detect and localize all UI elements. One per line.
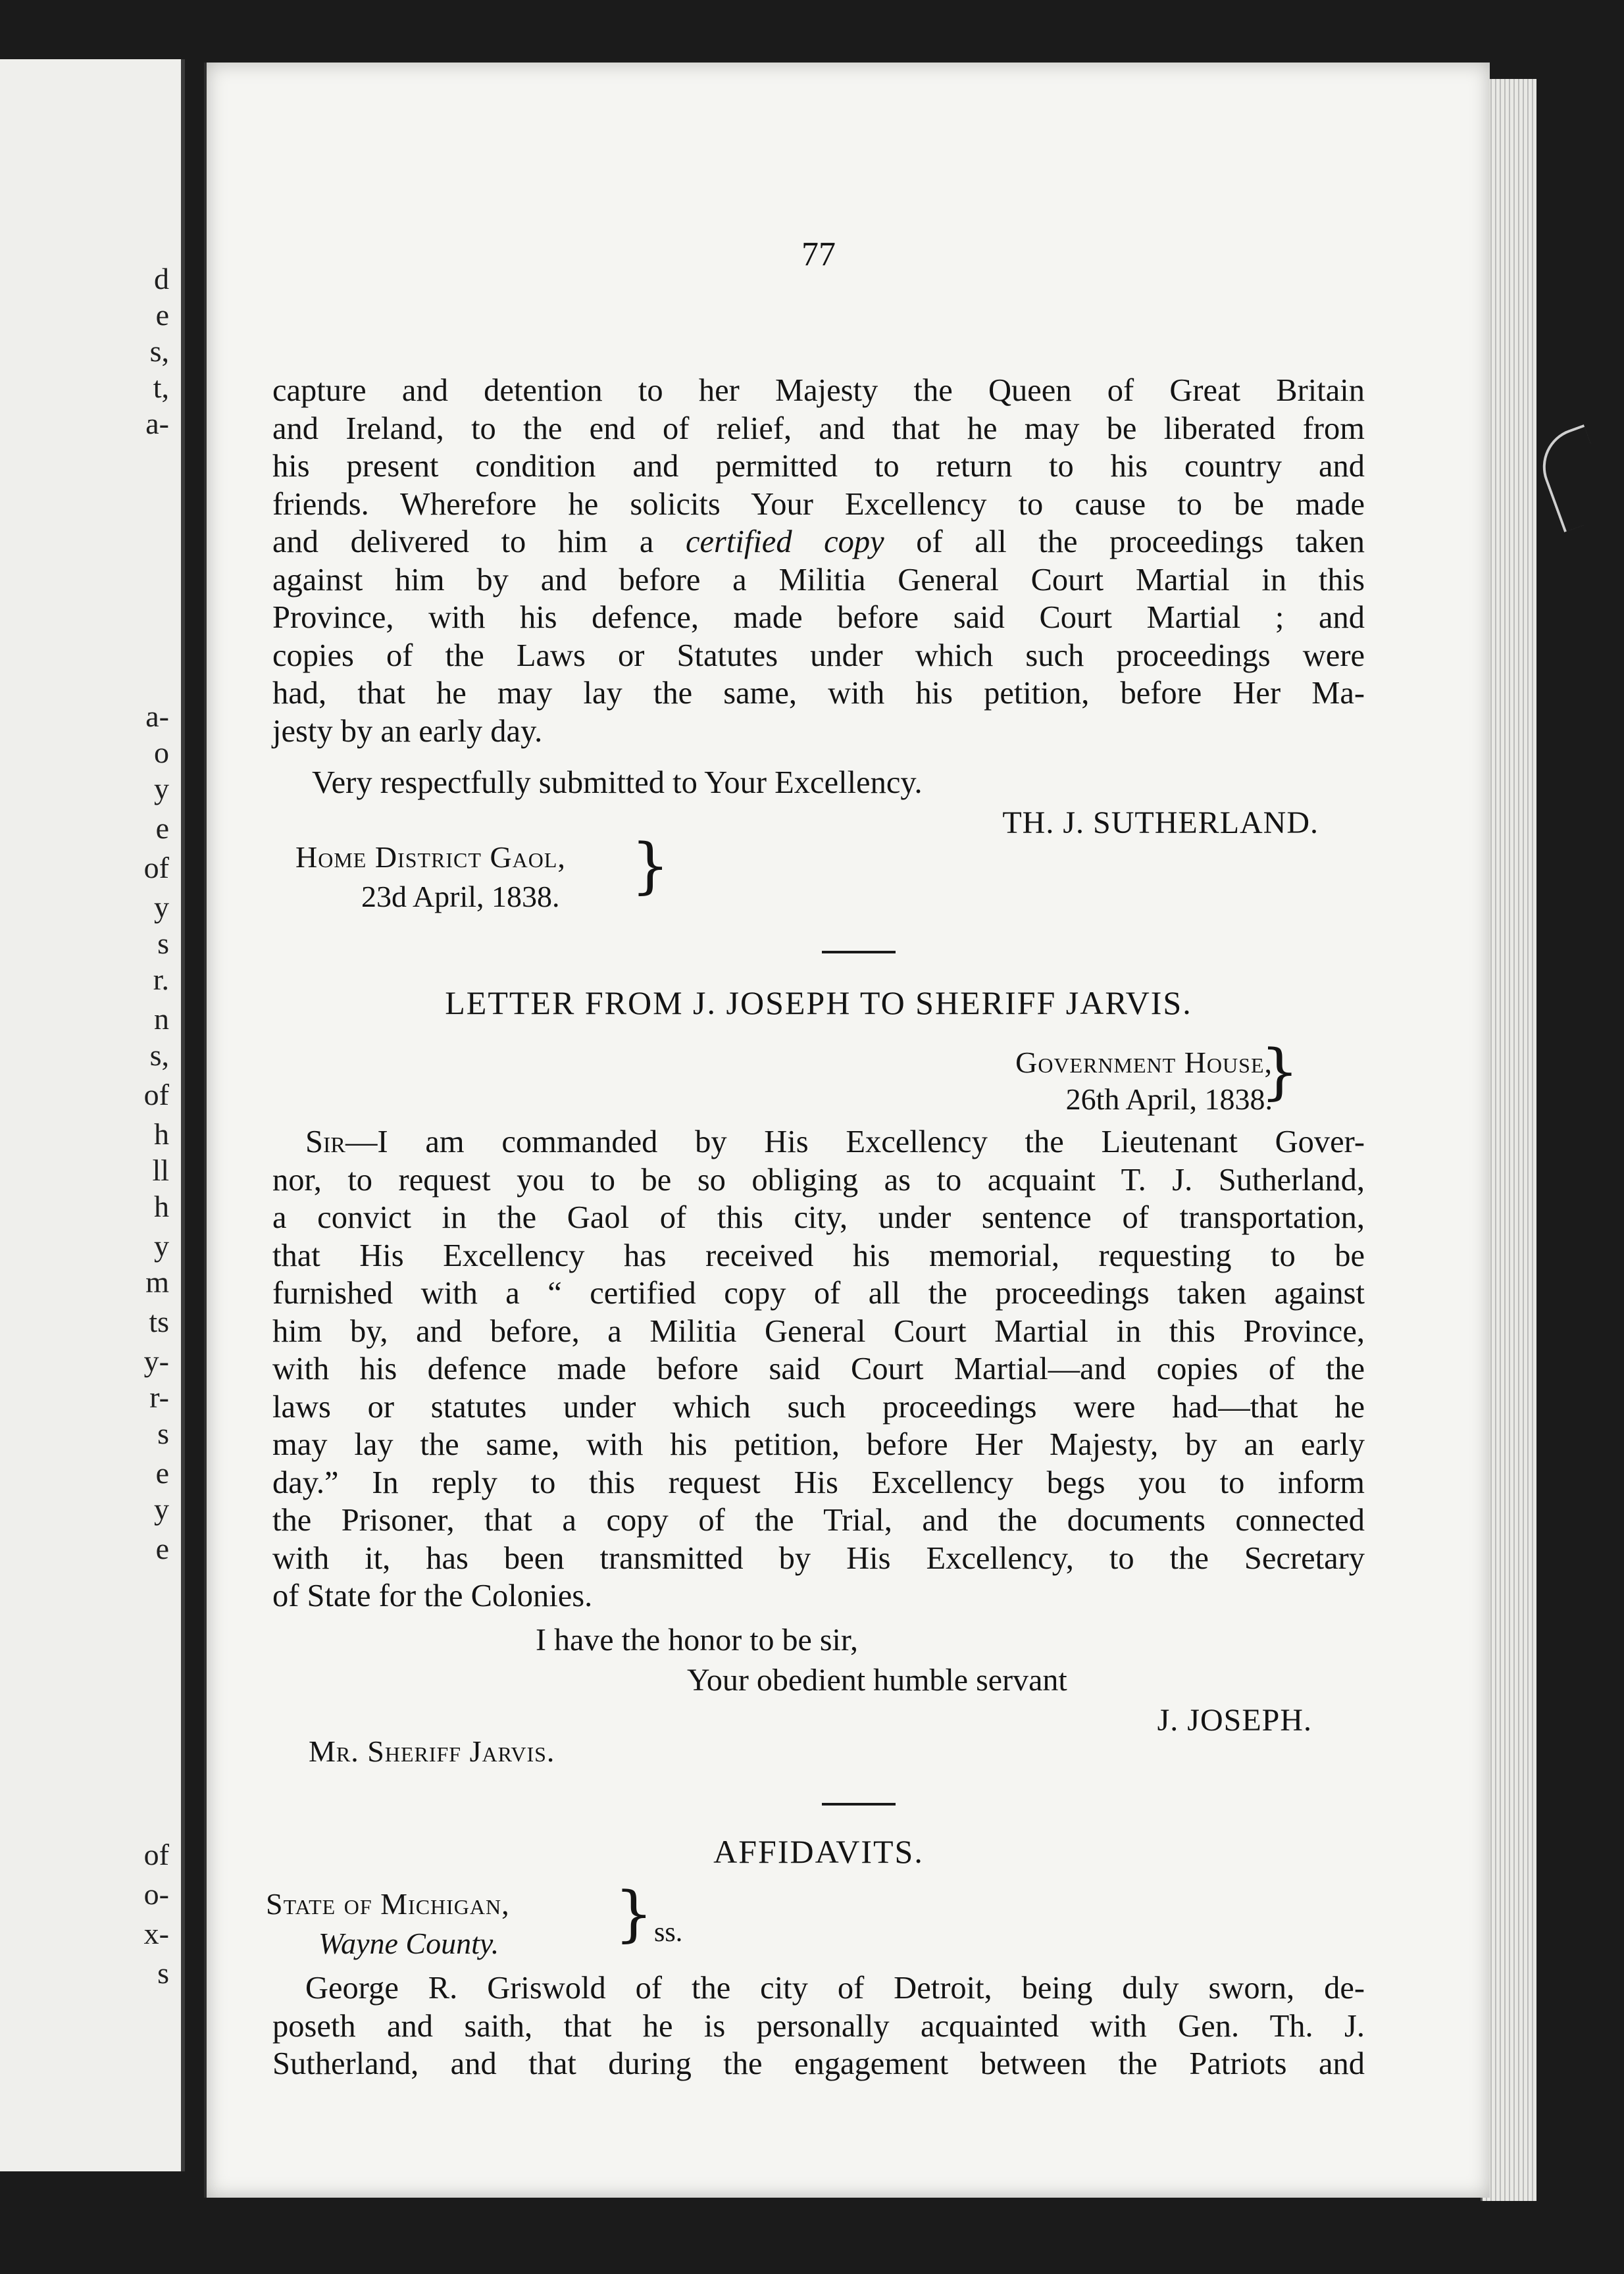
signature-sutherland: TH. J. SUTHERLAND. [1002,805,1319,840]
left-page-fragment: n [154,1002,169,1036]
paper-curl [1532,424,1616,532]
left-page-fragment: ll [152,1153,169,1187]
left-page-fragment: r- [149,1380,169,1414]
letter-dateline [1015,1044,1273,1118]
text-line: furnished with a “ certified copy of all the proceedings taken against [272,1276,1365,1311]
left-page-fragment: a- [145,699,169,733]
left-page-fragment: s, [149,334,169,368]
left-page-fragment: o- [143,1877,169,1911]
left-page-fragment: y [154,1229,169,1263]
left-page-fragment: s, [149,1038,169,1072]
emphasis-certified-copy: certified copy [685,524,884,559]
text-line: jesty by an early day. [272,713,543,749]
text-line: him by, and before, a Militia General Court Martial in this Province, [272,1313,1365,1349]
letter-closing: Your obedient humble servant [687,1663,1067,1698]
text-line: Sutherland, and that during the engagement between the Patriots and [272,2046,1365,2081]
section-rule [822,1803,896,1806]
text-line: may lay the same, with his petition, before Her Majesty, by an early [272,1427,1365,1462]
left-page-fragment: m [145,1265,169,1299]
text-line: and Ireland, to the end of relief, and that he may be liberated from [272,411,1365,446]
left-page-fragment: y [154,772,169,805]
left-page-fragment: y [154,1492,169,1526]
venue-county: Wayne County. [318,1927,499,1960]
adjacent-left-page [0,59,185,2171]
left-page-fragment: s [157,1956,169,1990]
signature-joseph: J. JOSEPH. [1157,1703,1312,1738]
letter-date: 26th April, 1838. [1065,1082,1273,1116]
text-line: Province, with his defence, made before said Court Martial ; and [272,600,1365,635]
letter-closing: I have the honor to be sir, [536,1623,858,1657]
left-page-fragment: h [154,1190,169,1223]
text-line: friends. Wherefore he solicits Your Excellency to cause to be made [272,486,1365,522]
text-fragment: —I am commanded by His Excellency the Lieutenant Gover- [345,1124,1365,1159]
brace-glyph: } [631,830,670,901]
left-page-fragment: e [155,811,169,845]
text-line: had, that he may lay the same, with his petition, before Her Ma- [272,676,1365,711]
left-page-fragment: ts [149,1305,169,1338]
petition-paragraph [272,372,1365,750]
text-line: copies of the Laws or Statutes under which such proceedings were [272,638,1365,673]
left-page-fragment: o [154,736,169,769]
text-line: with it, has been transmitted by His Excellency, to the Secretary [272,1540,1365,1576]
text-fragment: of all the proceedings taken [916,524,1365,559]
text-line [272,523,1365,561]
left-page-fragment: d [154,262,169,295]
text-line: against him by and before a Militia General Court Martial in this [272,562,1365,597]
left-page-fragment: y- [143,1344,169,1378]
brace-glyph: } [615,1879,653,1949]
venue-ss: ss. [654,1917,683,1948]
venue-state: State of Michigan, [266,1887,510,1921]
text-line: laws or statutes under which such proceedings were had—that he [272,1389,1365,1425]
salutation: Sir [305,1124,345,1159]
letter-heading: LETTER FROM J. JOSEPH TO SHERIFF JARVIS. [445,984,1192,1021]
left-page-fragment: x- [143,1917,169,1950]
text-line: his present condition and permitted to return to his country and [272,449,1365,484]
left-page-fragment: y [154,890,169,924]
text-line: a convict in the Gaol of this city, under sentence of transportation, [272,1200,1365,1235]
page-number: 77 [801,236,836,273]
text-line: nor, to request you to be so obliging as to acquaint T. J. Sutherland, [272,1162,1365,1198]
left-page-fragment: s [157,1417,169,1450]
text-line: day.” In reply to this request His Excellency begs you to inform [272,1465,1365,1500]
submitted-line: Very respectfully submitted to Your Excellency. [312,765,923,800]
left-page-fragment: s [157,926,169,960]
text-line: poseth and saith, that he is personally acquainted with Gen. Th. J. [272,2008,1365,2044]
letter-paragraph [272,1123,1365,1615]
left-page-fragment: h [154,1117,169,1151]
left-page-fragment: e [155,1456,169,1490]
left-page-fragment: of [143,1078,169,1111]
affidavits-heading: AFFIDAVITS. [713,1833,924,1870]
brace-glyph: } [1260,1036,1299,1107]
petition-dateline [295,838,566,917]
left-page-fragment: of [143,1838,169,1871]
letter-place: Government House, [1015,1046,1273,1079]
left-page-fragment: t, [153,370,169,404]
petition-date: 23d April, 1838. [361,880,560,913]
text-line: of State for the Colonies. [272,1579,593,1613]
left-page-fragment: r. [153,963,169,996]
left-page-fragment: e [155,1532,169,1565]
affidavit-venue [266,1884,510,1963]
text-line: that His Excellency has received his memorial, requesting to be [272,1238,1365,1273]
section-rule [822,951,896,953]
text-fragment: and delivered to him a [272,524,654,559]
letter-addressee: Mr. Sheriff Jarvis. [309,1734,555,1768]
petition-place: Home District Gaol, [295,840,566,874]
affidavit-paragraph [272,1969,1365,2083]
text-line: capture and detention to her Majesty the Queen of Great Britain [272,373,1365,408]
text-line: George R. Griswold of the city of Detroit, being duly sworn, de- [305,1971,1365,2006]
left-page-fragment: a- [145,407,169,440]
left-page-fragment: e [155,298,169,332]
text-line: the Prisoner, that a copy of the Trial, and the documents connected [272,1503,1365,1538]
text-line [272,1123,1365,1161]
book-page [204,63,1490,2198]
text-line: with his defence made before said Court Martial—and copies of the [272,1352,1365,1386]
left-page-fragment: of [143,851,169,884]
